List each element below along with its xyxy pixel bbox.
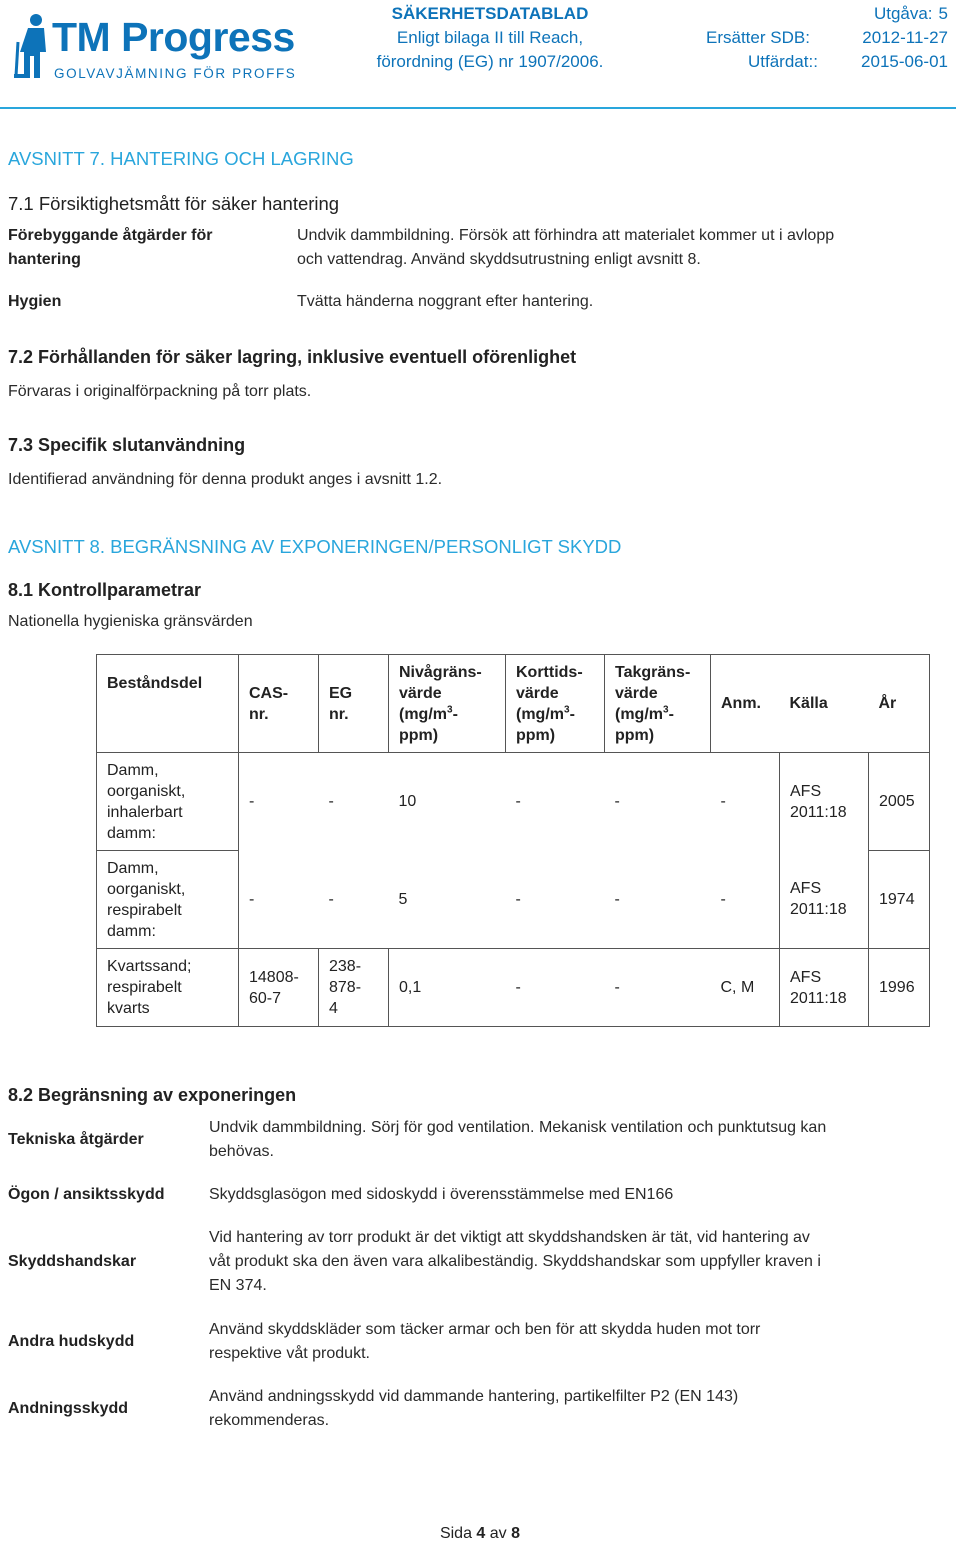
- document-title: SÄKERHETSDATABLAD: [391, 4, 589, 23]
- replaces-value: 2012-11-27: [862, 28, 948, 47]
- section-8-1-subtitle: Nationella hygieniska gränsvärden: [8, 613, 253, 630]
- document-title-block: [340, 2, 640, 74]
- table-row: Damm, oorganiskt, respirabelt damm: - - 5 - - - AFS 2011:18 1974: [97, 851, 930, 949]
- document-meta-block: [690, 2, 948, 74]
- header-ceiling-unit: ($mg/m^3-$: [615, 704, 674, 723]
- logo: [14, 12, 324, 92]
- logo-tagline: GOLVAVJÄMNING FÖR PROFFS: [54, 66, 297, 81]
- header-level-unit: ($mg/m^3-$: [399, 704, 458, 723]
- issued-value: 2015-06-01: [861, 52, 948, 71]
- precaution-label-line-1: Förebyggande åtgärder för: [8, 227, 213, 244]
- header-note: Anm.: [711, 655, 780, 753]
- section-7-title: AVSNITT 7. HANTERING OCH LAGRING: [8, 148, 354, 169]
- header-ceiling: Takgräns- värde ($mg/m^3-$ ppm): [605, 655, 711, 753]
- section-7-1-title: 7.1 Försiktighetsmått för säker hantering: [8, 193, 340, 214]
- section-8-title: AVSNITT 8. BEGRÄNSNING AV EXPONERINGEN/PERSONLIGT SKYDD: [8, 536, 622, 557]
- header-source: Källa: [780, 655, 869, 753]
- table-row: Kvartssand; respirabelt kvarts 14808- 60-7 238- 878- 4 0,1 - - C, M AFS 2011:18 1996: [97, 949, 930, 1027]
- respiratory-protection-label: Andningsskydd: [8, 1400, 129, 1417]
- precaution-label: [8, 224, 212, 272]
- section-7-3-title: 7.3 Specifik slutanvändning: [8, 435, 246, 455]
- table-row: Damm, oorganiskt, inhalerbart damm: - - 10 - - - AFS 2011:18 2005: [97, 753, 930, 851]
- section-7-3-text: Identifierad användning för denna produkt anges i avsnitt 1.2.: [8, 471, 443, 488]
- technical-measures-label: Tekniska åtgärder: [8, 1131, 144, 1148]
- header-divider: [0, 107, 956, 109]
- header-short-term: Korttids- värde ($mg/m^3-$ ppm): [506, 655, 605, 753]
- gloves-label: Skyddshandskar: [8, 1253, 137, 1270]
- header-year: År: [869, 655, 930, 753]
- header-component: Beståndsdel: [97, 655, 239, 753]
- page-number: Sida 4 av 8: [439, 1525, 521, 1542]
- hygiene-label: Hygien: [8, 293, 62, 310]
- hygiene-text: Tvätta händerna noggrant efter hantering.: [297, 293, 594, 310]
- page-header: [0, 0, 960, 110]
- eye-protection-text: Skyddsglasögon med sidoskydd i överensstämmelse med EN166: [209, 1186, 674, 1203]
- logo-wordmark: TM Progress: [52, 14, 295, 60]
- section-7-2-title: 7.2 Förhållanden för säker lagring, inklusive eventuell oförenlighet: [8, 347, 577, 367]
- worker-figure-icon: [14, 12, 52, 82]
- header-short-unit: ($mg/m^3-$: [516, 704, 575, 723]
- precaution-text-line-2: och vattendrag. Använd skyddsutrustning enligt avsnitt 8.: [297, 251, 701, 268]
- skin-protection-text: Använd skyddskläder som täcker armar och ben för att skydda huden mot torr respektive våt produkt.: [209, 1321, 761, 1362]
- respiratory-protection-text: Använd andningsskydd vid dammande hantering, partikelfilter P2 (EN 143) rekommenderas.: [209, 1388, 739, 1429]
- gloves-text: Vid hantering av torr produkt är det viktigt att skyddshandsken är tät, vid hantering av våt produkt ska den även vara alkalibeständig. Skyddshandskar som uppfyller kraven i EN 374.: [209, 1229, 821, 1294]
- section-8-2-title: 8.2 Begränsning av exponeringen: [8, 1085, 297, 1105]
- exposure-limits-table: [96, 654, 930, 1027]
- precaution-label-line-2: hantering: [8, 251, 81, 268]
- document-subtitle-2: förordning (EG) nr 1907/2006.: [376, 52, 604, 71]
- issued-row: [690, 50, 948, 74]
- document-subtitle-1: Enligt bilaga II till Reach,: [396, 28, 584, 47]
- header-eg: EG nr.: [319, 655, 389, 753]
- issued-label: Utfärdat::: [748, 52, 818, 71]
- precaution-text-line-1: Undvik dammbildning. Försök att förhindra att materialet kommer ut i avlopp: [297, 227, 835, 244]
- header-level-limit: Nivågräns- värde ($mg/m^3-$ ppm): [389, 655, 506, 753]
- edition-value: 5: [938, 4, 948, 23]
- section-8-1-title: 8.1 Kontrollparametrar: [8, 580, 202, 600]
- edition-row: [690, 2, 948, 26]
- technical-measures-text: Undvik dammbildning. Sörj för god ventilation. Mekanisk ventilation och punktutsug kan behövas.: [209, 1119, 827, 1160]
- skin-protection-label: Andra hudskydd: [8, 1333, 135, 1350]
- replaces-label: Ersätter SDB:: [706, 28, 810, 47]
- edition-label: Utgåva:: [873, 4, 933, 23]
- section-7-2-text: Förvaras i originalförpackning på torr plats.: [8, 383, 312, 400]
- eye-protection-label: Ögon / ansiktsskydd: [8, 1186, 165, 1203]
- header-cas: CAS- nr.: [239, 655, 319, 753]
- precaution-text: [297, 224, 834, 272]
- table-header-row: [97, 655, 930, 753]
- replaces-row: [690, 26, 948, 50]
